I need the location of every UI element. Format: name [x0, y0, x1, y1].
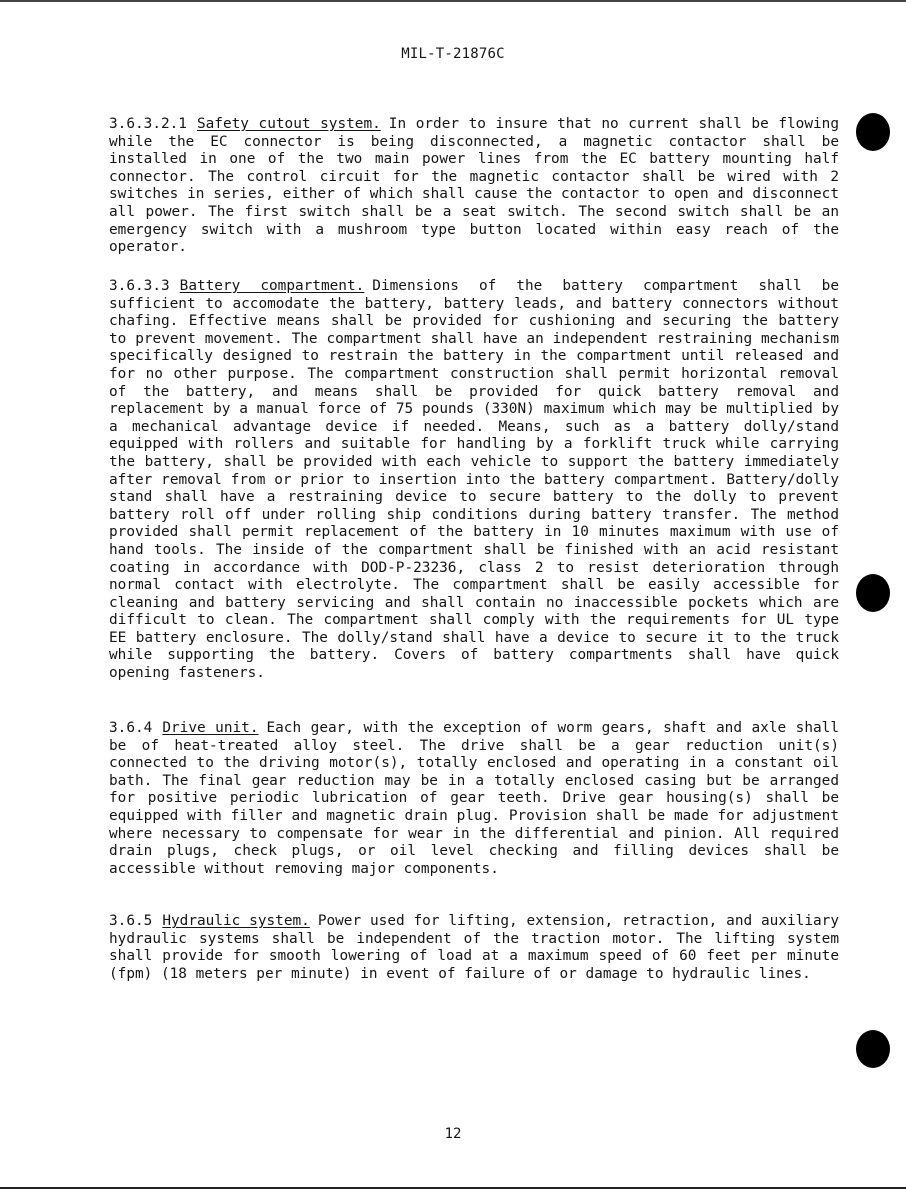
section-3-6-3-3	[109, 278, 839, 683]
section-number: 3.6.5	[109, 913, 153, 929]
section-heading: Hydraulic system.	[162, 913, 310, 929]
punch-hole-top	[856, 113, 890, 151]
page-number: 12	[444, 1126, 462, 1142]
document-id: MIL-T-21876C	[401, 46, 505, 62]
section-body: Each gear, with the exception of worm gears, shaft and axle shall be of heat-treated alloy steel. The drive shall be a gear reduction unit(s) connected to the driving motor(s), totally enclosed and operating in a constant oil bath. The final gear reduction may be in a totally enclosed casing but be arranged for positive periodic lubrication of gear teeth. Drive gear housing(s) shall be equipped with filler and magnetic drain plug. Provision shall be made for adjustment where necessary to compensate for wear in the differential and pinion. All required drain plugs, check plugs, or oil level checking and filling devices shall be accessible without removing major components.	[109, 720, 839, 877]
section-body: In order to insure that no current shall be flowing while the EC connector is being disconnected, a magnetic contactor shall be installed in one of the two main power lines from the EC battery mounting half connector. The control circuit for the magnetic contactor shall be wired with 2 switches in series, either of which shall cause the contactor to open and disconnect all power. The first switch shall be a seat switch. The second switch shall be an emergency switch with a mushroom type button located within easy reach of the operator.	[109, 116, 840, 256]
section-body: Power used for lifting, extension, retraction, and auxiliary hydraulic systems shall be independent of the traction motor. The lifting system shall provide for smooth lowering of load at a maximum speed of 60 feet per minute (fpm) (18 meters per minute) in event of failure of or damage to hydraulic lines.	[109, 913, 839, 982]
section-heading: Safety cutout system.	[196, 116, 381, 132]
section-3-6-3-2-1	[109, 116, 839, 257]
punch-hole-middle	[856, 574, 890, 612]
section-3-6-5	[109, 913, 839, 983]
section-number: 3.6.3.3	[109, 278, 170, 294]
section-heading: Drive unit.	[162, 720, 259, 736]
top-edge-rule	[0, 0, 906, 2]
section-number: 3.6.3.2.1	[109, 116, 187, 132]
section-number: 3.6.4	[109, 720, 153, 736]
section-heading: Battery compartment.	[179, 278, 365, 294]
punch-hole-bottom	[856, 1030, 890, 1068]
section-body: Dimensions of the battery compartment shall be sufficient to accomodate the battery, battery leads, and battery connectors without chafing. Effective means shall be provided for cushioning and securing the battery to prevent movement. The compartment shall have an independent restraining mechanism specifically designed to restrain the battery in the compartment until released and for no other purpose. The compartment construction shall permit horizontal removal of the battery, and means shall be provided for quick battery removal and replacement by a manual force of 75 pounds (330N) maximum which may be multiplied by a mechanical advantage device if needed. Means, such as a battery dolly/stand equipped with rollers and suitable for handling by a forklift truck while carrying the battery, shall be provided with each vehicle to support the battery immediately after removal from or prior to insertion into the battery compartment. Battery/dolly stand shall have a restraining device to secure battery to the dolly to prevent battery roll off under rolling ship conditions during battery transfer. The method provided shall permit replacement of the battery in 10 minutes maximum with use of hand tools. The inside of the compartment shall be finished with an acid resistant coating in accordance with DOD-P-23236, class 2 to resist deterioration through normal contact with electrolyte. The compartment shall be easily accessible for cleaning and battery servicing and shall contain no inaccessible pockets which are difficult to clean. The compartment shall comply with the requirements for UL type EE battery enclosure. The dolly/stand shall have a device to secure it to the truck while supporting the battery. Covers of battery compartments shall have quick opening fasteners.	[109, 278, 839, 682]
section-3-6-4	[109, 720, 839, 878]
bottom-edge-rule	[0, 1187, 906, 1189]
